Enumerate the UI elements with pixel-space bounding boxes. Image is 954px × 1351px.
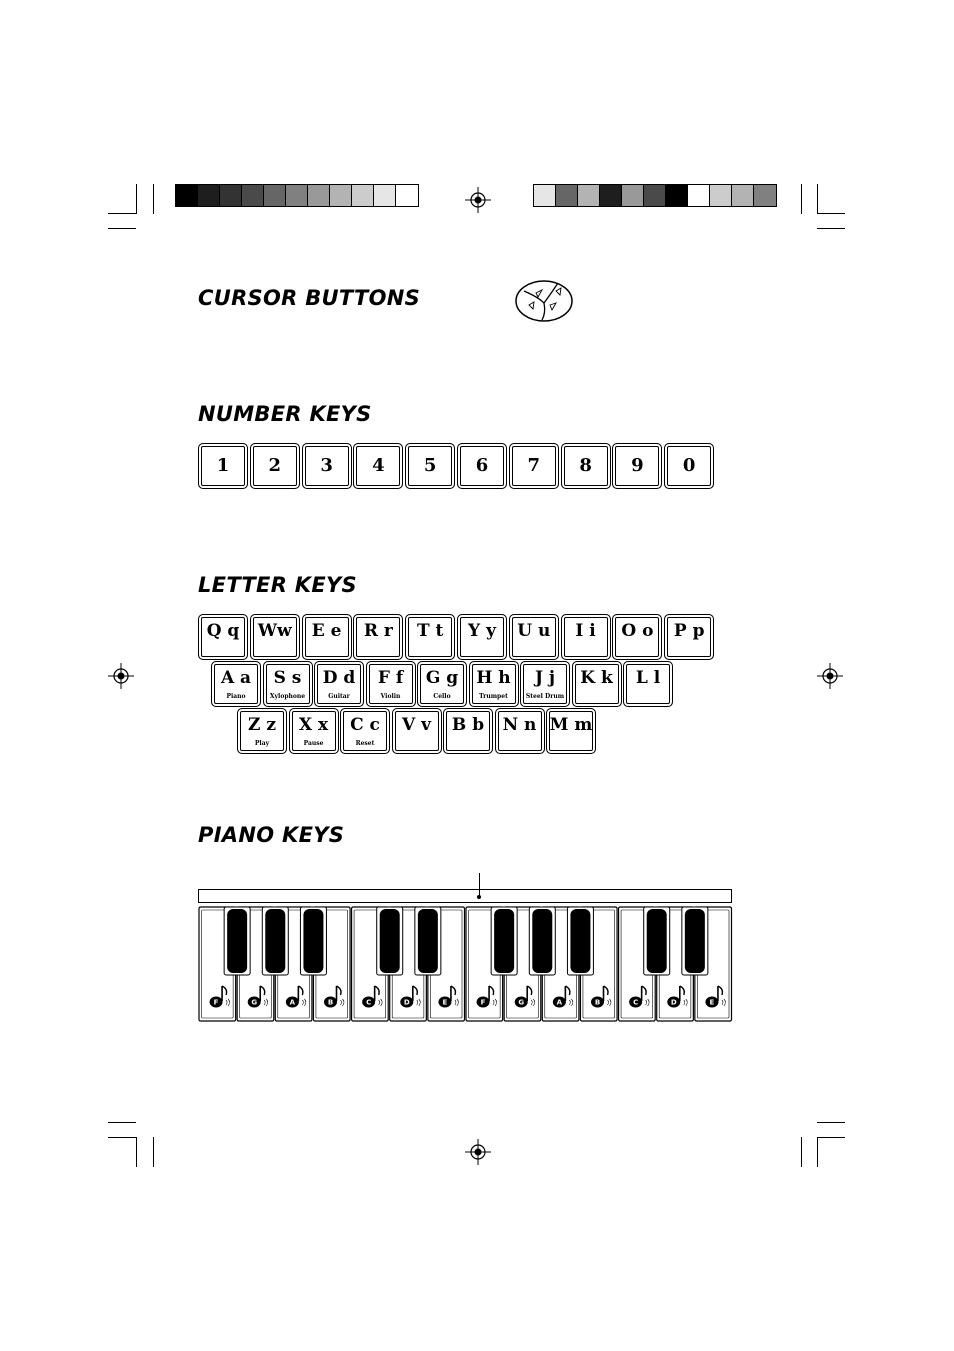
color-swatch	[176, 185, 198, 206]
piano-note-label: D	[670, 998, 677, 1007]
piano-black-key[interactable]	[529, 907, 555, 975]
color-swatch	[198, 185, 220, 206]
piano-note-label: B	[594, 998, 601, 1007]
piano-black-key[interactable]	[262, 907, 288, 975]
registration-mark-icon	[817, 663, 843, 689]
letter-key-w[interactable]	[250, 614, 300, 660]
letter-key-label: H h	[476, 668, 511, 688]
letter-key-label: N n	[502, 715, 537, 735]
color-swatch	[534, 185, 556, 206]
letter-key-d[interactable]	[314, 661, 364, 707]
letter-key-function-label: Guitar	[328, 693, 350, 700]
registration-mark-icon	[465, 187, 491, 213]
crop-mark	[817, 1122, 845, 1123]
letter-key-label: B b	[451, 715, 485, 735]
cursor-pad-icon[interactable]	[514, 279, 574, 323]
letter-key-label: F f	[377, 668, 404, 688]
letter-key-q[interactable]	[198, 614, 248, 660]
color-swatch	[556, 185, 578, 206]
crop-mark	[136, 184, 137, 214]
letter-key-k[interactable]	[572, 661, 622, 707]
piano-black-key[interactable]	[377, 907, 403, 975]
piano-note-label: E	[709, 998, 715, 1007]
piano-note-label: E	[442, 998, 448, 1007]
letter-key-function-label: Piano	[226, 693, 246, 700]
piano-black-key[interactable]	[567, 907, 593, 975]
letter-key-label: E e	[311, 621, 342, 641]
letter-key-label: Y y	[468, 621, 496, 641]
number-key-3[interactable]	[302, 443, 352, 489]
color-swatch	[330, 185, 352, 206]
letter-key-x[interactable]	[289, 708, 339, 754]
color-swatch	[710, 185, 732, 206]
number-key-1[interactable]	[198, 443, 248, 489]
number-keys-heading: NUMBER KEYS	[198, 402, 372, 426]
piano-black-key[interactable]	[491, 907, 517, 975]
letter-key-z[interactable]	[237, 708, 287, 754]
letter-key-function-label: Steel Drum	[525, 693, 565, 700]
number-key-4[interactable]	[353, 443, 403, 489]
letter-key-label: M m	[549, 715, 593, 735]
number-key-9[interactable]	[612, 443, 662, 489]
number-key-7[interactable]	[509, 443, 559, 489]
letter-key-t[interactable]	[405, 614, 455, 660]
crop-mark	[817, 184, 818, 214]
crop-mark	[817, 213, 845, 214]
letter-key-label: P p	[673, 621, 705, 641]
letter-key-label: T t	[416, 621, 444, 641]
cursor-buttons-heading: CURSOR BUTTONS	[198, 286, 421, 310]
number-key-8[interactable]	[561, 443, 611, 489]
piano-black-key[interactable]	[224, 907, 250, 975]
letter-key-i[interactable]	[561, 614, 611, 660]
crop-mark	[108, 213, 136, 214]
letter-key-label: K k	[580, 668, 613, 688]
color-swatch	[396, 185, 418, 206]
piano-note-label: A	[289, 998, 296, 1007]
number-key-0[interactable]	[664, 443, 714, 489]
color-swatch	[578, 185, 600, 206]
letter-key-j[interactable]	[520, 661, 570, 707]
letter-key-label: Z z	[248, 715, 276, 735]
letter-key-label: R r	[363, 621, 393, 641]
registration-mark-icon	[465, 1139, 491, 1165]
letter-key-label: Ww	[257, 621, 292, 641]
letter-key-function-label: Reset	[355, 740, 375, 747]
letter-key-s[interactable]	[263, 661, 313, 707]
color-calibration-bar-right	[533, 184, 777, 207]
color-swatch	[622, 185, 644, 206]
piano-top-panel	[198, 889, 732, 903]
letter-key-r[interactable]	[353, 614, 403, 660]
letter-key-h[interactable]	[469, 661, 519, 707]
piano-black-key[interactable]	[644, 907, 670, 975]
letter-keys-heading: LETTER KEYS	[198, 573, 357, 597]
letter-key-label: C c	[350, 715, 380, 735]
color-swatch	[754, 185, 776, 206]
number-key-label: 3	[320, 455, 333, 476]
letter-key-f[interactable]	[366, 661, 416, 707]
letter-key-label: I i	[575, 621, 596, 641]
color-swatch	[264, 185, 286, 206]
letter-key-o[interactable]	[612, 614, 662, 660]
letter-key-v[interactable]	[392, 708, 442, 754]
color-swatch	[308, 185, 330, 206]
letter-key-label: U u	[517, 621, 551, 641]
crop-mark	[108, 1122, 136, 1123]
number-key-label: 9	[631, 455, 644, 476]
number-key-2[interactable]	[250, 443, 300, 489]
letter-key-u[interactable]	[509, 614, 559, 660]
letter-key-function-label: Trumpet	[479, 693, 508, 700]
color-swatch	[352, 185, 374, 206]
piano-note-label: C	[366, 998, 372, 1007]
piano-note-label: C	[633, 998, 639, 1007]
piano-keyboard	[198, 906, 734, 1024]
number-key-label: 7	[527, 455, 541, 476]
letter-key-a[interactable]	[211, 661, 261, 707]
letter-key-b[interactable]	[443, 708, 493, 754]
color-swatch	[600, 185, 622, 206]
letter-key-p[interactable]	[664, 614, 714, 660]
letter-key-m[interactable]	[546, 708, 596, 754]
letter-key-c[interactable]	[340, 708, 390, 754]
letter-key-function-label: Cello	[433, 693, 451, 700]
letter-key-label: O o	[621, 621, 654, 641]
letter-key-label: J j	[534, 668, 556, 688]
letter-key-l[interactable]	[623, 661, 673, 707]
pointer-line	[479, 873, 480, 897]
pointer-dot	[477, 895, 481, 899]
piano-black-key[interactable]	[415, 907, 441, 975]
crop-mark	[108, 228, 136, 229]
crop-mark	[108, 1137, 136, 1138]
letter-key-g[interactable]	[417, 661, 467, 707]
piano-note-label: G	[251, 998, 258, 1007]
letter-key-e[interactable]	[302, 614, 352, 660]
letter-key-n[interactable]	[495, 708, 545, 754]
number-key-5[interactable]	[405, 443, 455, 489]
piano-note-label: F	[480, 998, 486, 1007]
number-key-label: 0	[682, 455, 696, 476]
letter-key-label: D d	[322, 668, 356, 688]
letter-key-function-label: Violin	[380, 693, 401, 700]
piano-note-label: A	[556, 998, 563, 1007]
crop-mark	[801, 1137, 802, 1167]
letter-key-label: A a	[220, 668, 252, 688]
crop-mark	[817, 228, 845, 229]
letter-key-function-label: Xylophone	[269, 693, 306, 700]
crop-mark	[136, 1137, 137, 1167]
piano-note-label: G	[518, 998, 525, 1007]
number-key-label: 2	[268, 455, 282, 476]
letter-key-function-label: Play	[254, 740, 270, 747]
color-swatch	[286, 185, 308, 206]
letter-key-label: L l	[635, 668, 661, 688]
piano-black-key[interactable]	[682, 907, 708, 975]
number-key-label: 6	[475, 455, 489, 476]
color-swatch	[732, 185, 754, 206]
letter-key-label: S s	[273, 668, 302, 688]
registration-mark-icon	[108, 663, 134, 689]
piano-black-key[interactable]	[300, 907, 326, 975]
number-key-label: 5	[423, 455, 437, 476]
letter-key-label: X x	[298, 715, 329, 735]
piano-keys-heading: PIANO KEYS	[198, 823, 345, 847]
number-key-label: 8	[579, 455, 592, 476]
letter-key-label: G g	[425, 668, 459, 688]
color-swatch	[374, 185, 396, 206]
letter-key-label: V v	[402, 715, 431, 735]
color-calibration-bar-left	[175, 184, 419, 207]
number-key-6[interactable]	[457, 443, 507, 489]
piano-note-label: B	[327, 998, 334, 1007]
crop-mark	[817, 1137, 818, 1167]
crop-mark	[153, 184, 154, 214]
color-swatch	[644, 185, 666, 206]
crop-mark	[801, 184, 802, 214]
color-swatch	[688, 185, 710, 206]
letter-key-function-label: Pause	[303, 740, 324, 747]
color-swatch	[666, 185, 688, 206]
letter-key-label: Q q	[206, 621, 240, 641]
number-key-label: 4	[372, 455, 385, 476]
crop-mark	[153, 1137, 154, 1167]
color-swatch	[242, 185, 264, 206]
number-key-label: 1	[216, 455, 230, 476]
color-swatch	[220, 185, 242, 206]
crop-mark	[817, 1137, 845, 1138]
letter-key-y[interactable]	[457, 614, 507, 660]
piano-note-label: D	[403, 998, 410, 1007]
piano-note-label: F	[213, 998, 219, 1007]
